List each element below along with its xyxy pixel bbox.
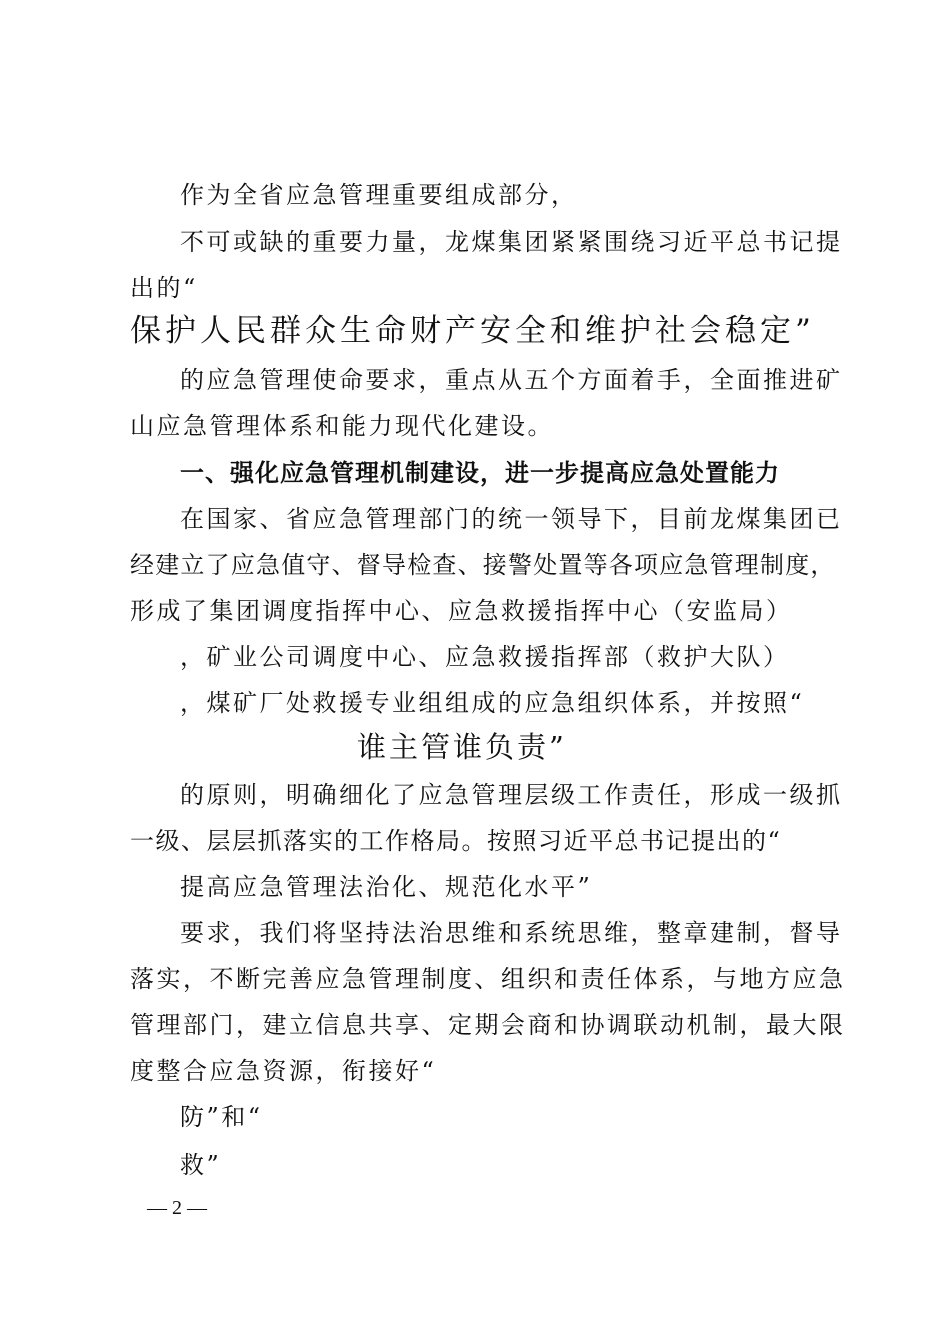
body-line-3: 出的“ (130, 274, 198, 302)
body-line-15: 一级、层层抓落实的工作格局。按照习近平总书记提出的“ (130, 827, 782, 855)
body-line-12: ，煤矿厂处救援专业组组成的应急组织体系，并按照“ (180, 689, 805, 717)
section-heading-1: 一、强化应急管理机制建设，进一步提高应急处置能力 (180, 459, 780, 487)
body-line-6: 山应急管理体系和能力现代化建设。 (130, 412, 554, 440)
body-line-22: 救” (180, 1151, 222, 1179)
body-line-20: 度整合应急资源，衔接好“ (130, 1057, 437, 1085)
body-line-10: 形成了集团调度指挥中心、应急救援指挥中心（安监局） (130, 597, 793, 625)
quoted-slogan-2: 谁主管谁负责” (357, 730, 567, 764)
body-line-17: 要求，我们将坚持法治思维和系统思维，整章建制，督导 (180, 919, 843, 947)
body-line-18: 落实，不断完善应急管理制度、组织和责任体系，与地方应急 (130, 965, 846, 993)
page-number: — 2 — (147, 1197, 207, 1219)
quoted-slogan-1: 保护人民群众生命财产安全和维护社会稳定” (130, 313, 815, 349)
body-line-19: 管理部门，建立信息共享、定期会商和协调联动机制，最大限 (130, 1011, 846, 1039)
body-line-11: ，矿业公司调度中心、应急救援指挥部（救护大队） (180, 643, 790, 671)
body-line-8: 在国家、省应急管理部门的统一领导下，目前龙煤集团已 (180, 505, 843, 533)
body-line-5: 的应急管理使命要求，重点从五个方面着手，全面推进矿 (180, 366, 843, 394)
body-line-16: 提高应急管理法治化、规范化水平” (180, 873, 593, 901)
body-line-21: 防”和“ (180, 1103, 263, 1131)
body-line-2: 不可或缺的重要力量，龙煤集团紧紧围绕习近平总书记提 (180, 228, 843, 256)
body-line-1: 作为全省应急管理重要组成部分， (180, 181, 578, 209)
body-line-14: 的原则，明确细化了应急管理层级工作责任，形成一级抓 (180, 781, 843, 809)
body-line-9: 经建立了应急值守、督导检查、接警处置等各项应急管理制度， (130, 551, 836, 579)
